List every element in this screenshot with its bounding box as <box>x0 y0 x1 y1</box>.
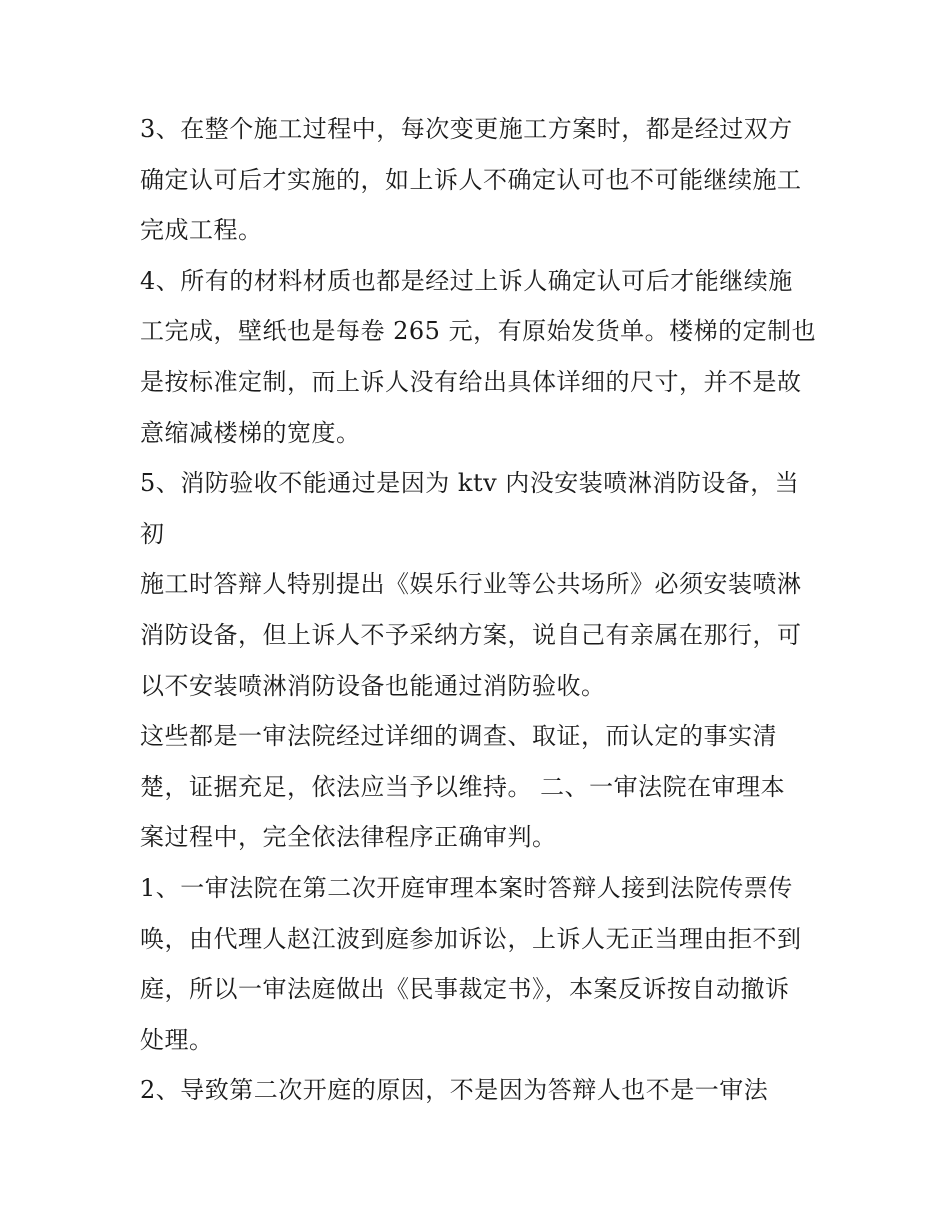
text-line: 以不安装喷淋消防设备也能通过消防验收。 <box>140 671 606 700</box>
text-line: 楚，证据充足，依法应当予以维持。 二、一审法院在审理本 <box>140 772 786 801</box>
text-line: 初 <box>140 519 165 548</box>
text-line: 5、消防验收不能通过是因为 ktv 内没安装喷淋消防设备，当 <box>140 469 800 498</box>
text-line: 意缩减楼梯的宽度。 <box>140 418 361 447</box>
text-line: 1、一审法院在第二次开庭审理本案时答辩人接到法院传票传 <box>140 873 793 902</box>
text-line: 施工时答辩人特别提出《娱乐行业等公共场所》必须安装喷淋 <box>140 570 802 599</box>
text-line: 工完成，壁纸也是每卷 265 元，有原始发货单。楼梯的定制也 <box>140 317 817 346</box>
text-line: 处理。 <box>140 1025 214 1054</box>
text-line: 4、所有的材料材质也都是经过上诉人确定认可后才能继续施 <box>140 266 793 295</box>
text-line: 案过程中，完全依法律程序正确审判。 <box>140 823 557 852</box>
document-body <box>140 104 820 1116</box>
text-line: 唤，由代理人赵江波到庭参加诉讼，上诉人无正当理由拒不到 <box>140 924 802 953</box>
text-line: 确定认可后才实施的，如上诉人不确定认可也不可能继续施工 <box>140 165 802 194</box>
text-line: 这些都是一审法院经过详细的调查、取证，而认定的事实清 <box>140 722 777 751</box>
text-line: 3、在整个施工过程中，每次变更施工方案时，都是经过双方 <box>140 115 793 143</box>
text-line: 消防设备，但上诉人不予采纳方案，说自己有亲属在那行，可 <box>140 620 802 649</box>
text-line: 是按标准定制，而上诉人没有给出具体详细的尺寸，并不是故 <box>140 367 802 396</box>
text-line: 庭，所以一审法庭做出《民事裁定书》，本案反诉按自动撤诉 <box>140 975 790 1004</box>
text-line: 2、导致第二次开庭的原因，不是因为答辩人也不是一审法 <box>140 1076 769 1105</box>
text-line: 完成工程。 <box>140 216 263 245</box>
